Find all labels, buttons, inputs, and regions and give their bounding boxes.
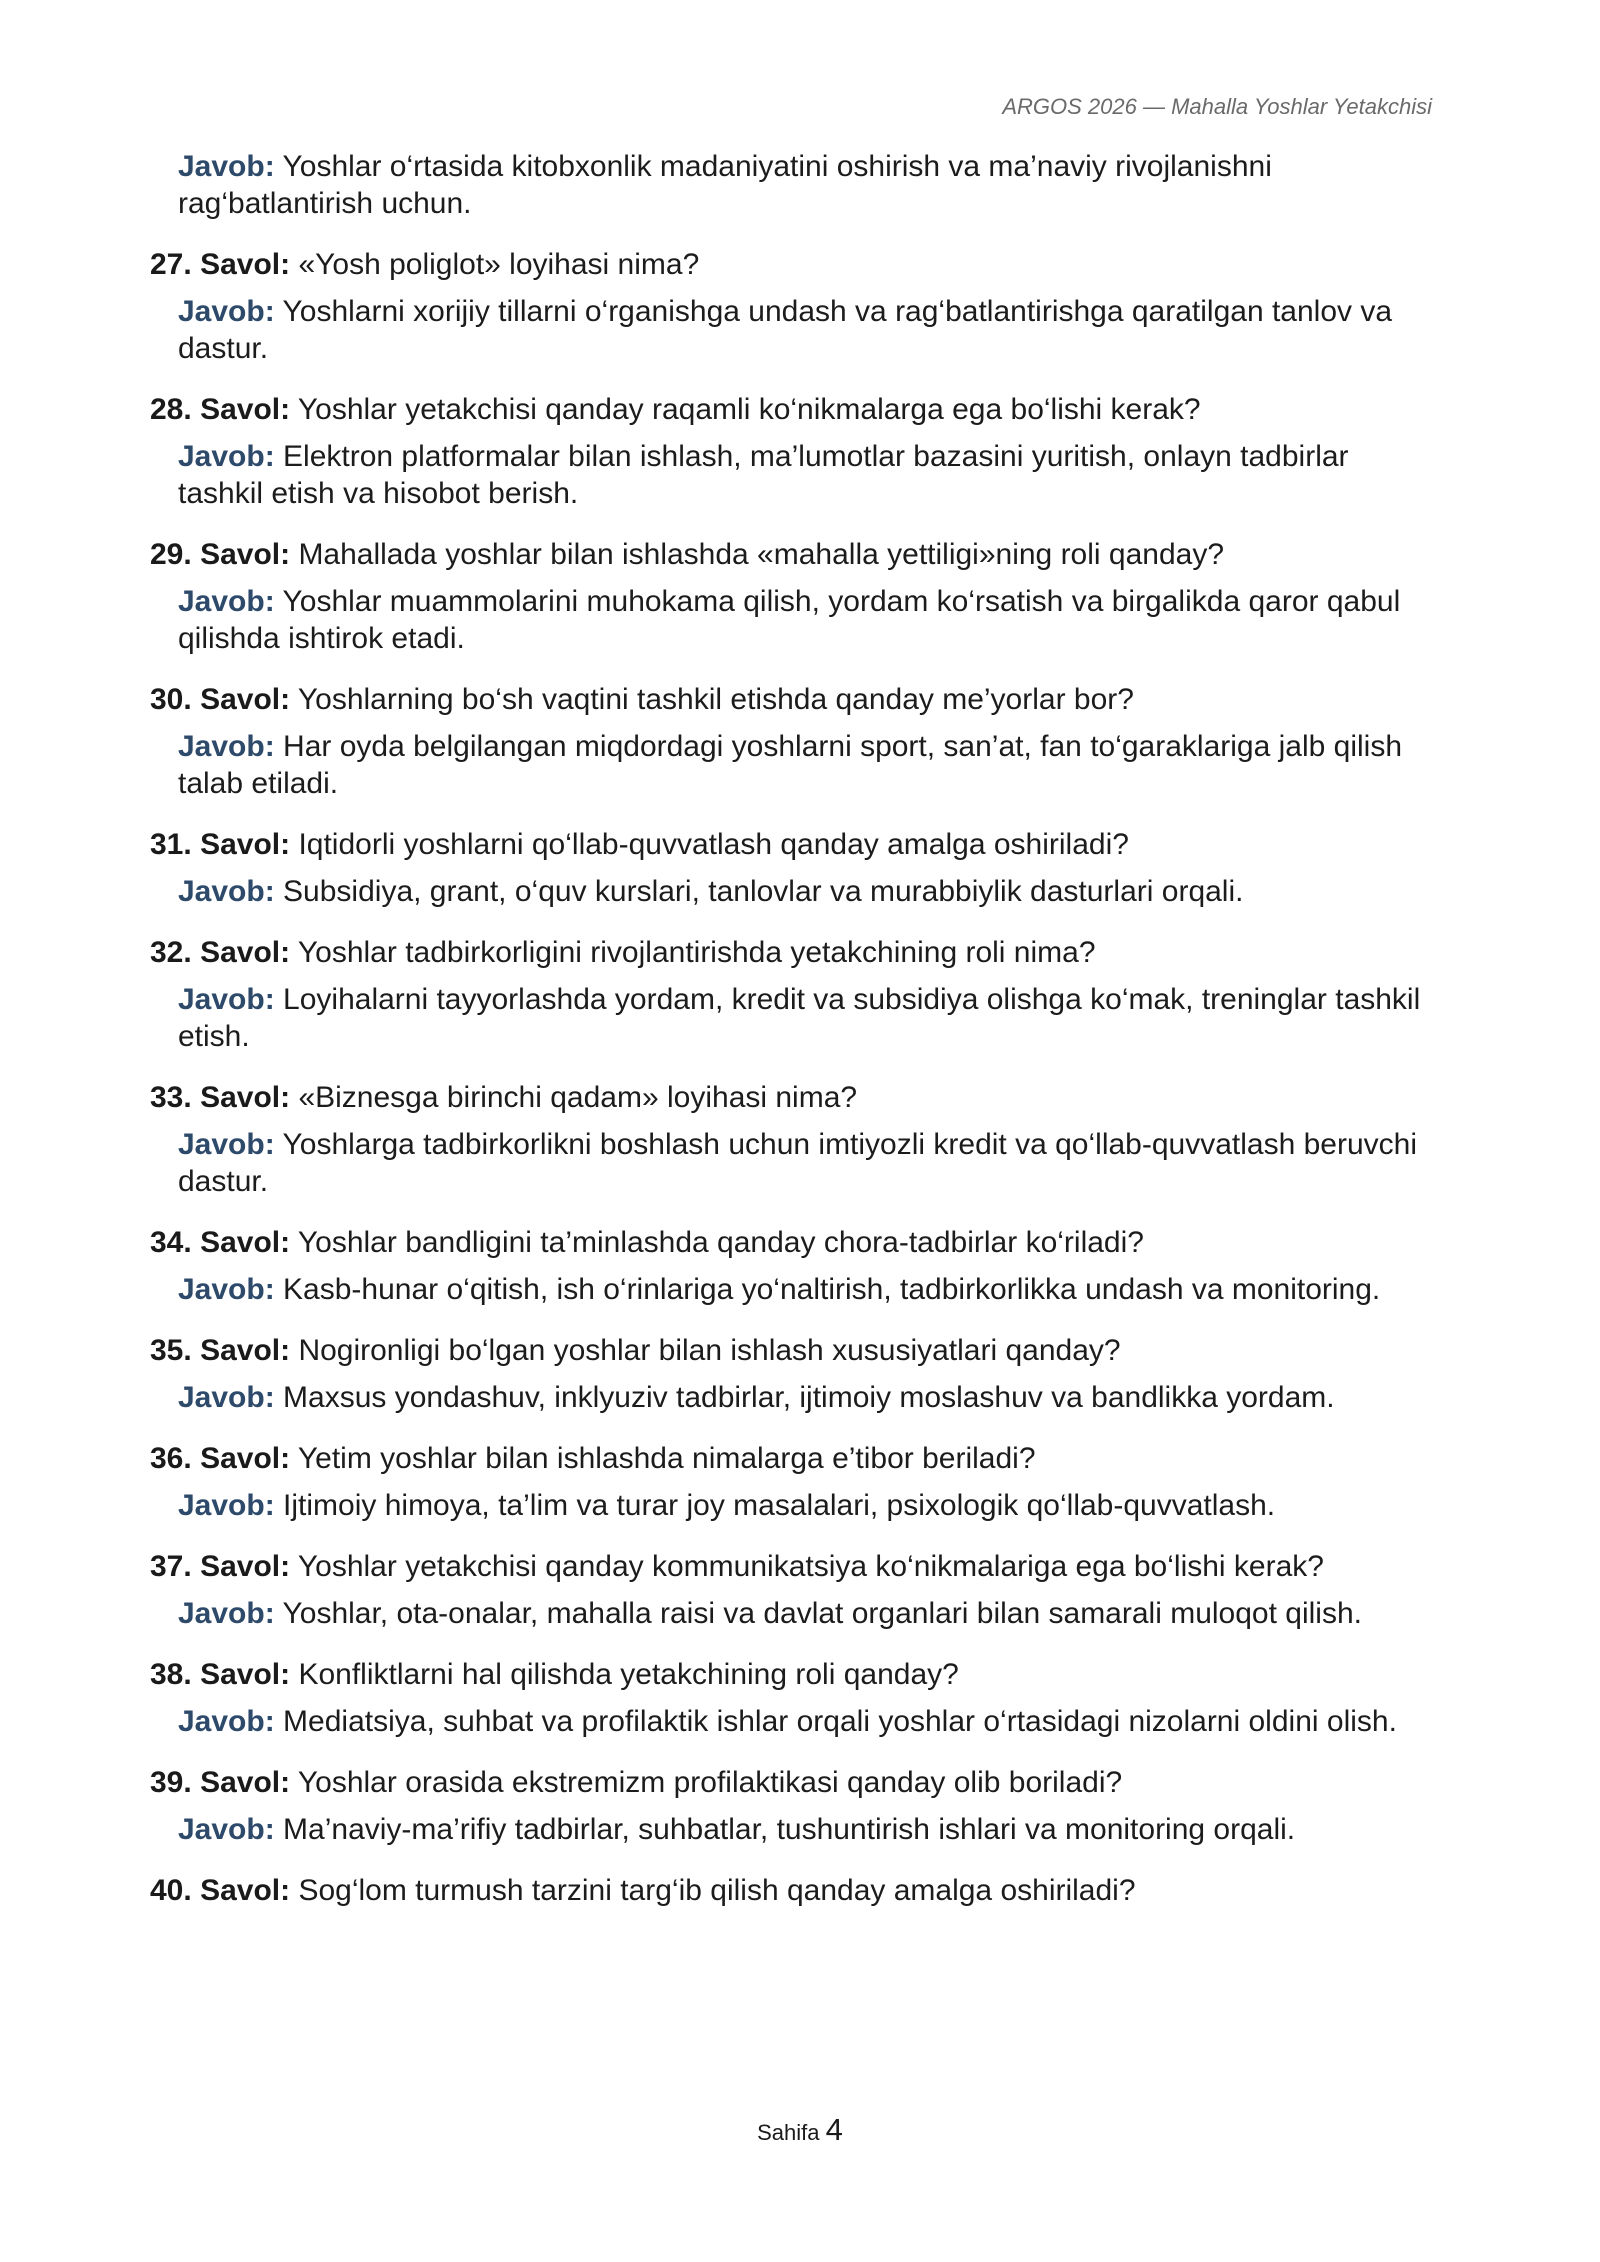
answer-label: Javob: <box>178 1813 275 1846</box>
qa-item <box>150 1872 1440 1909</box>
question-text: Yoshlar tadbirkorligini rivojlantirishda yetakchining roli nima? <box>297 936 1096 969</box>
question-line <box>150 246 1440 283</box>
answer-label: Javob: <box>178 1597 275 1630</box>
question-number: 34. <box>150 1226 192 1259</box>
question-text: Yetim yoshlar bilan ishlashda nimalarga e’tibor beriladi? <box>297 1442 1036 1475</box>
question-text: Iqtidorli yoshlarni qo‘llab-quvvatlash qanday amalga oshiriladi? <box>298 828 1129 861</box>
answer-label: Javob: <box>178 1705 275 1738</box>
qa-item <box>150 826 1440 910</box>
question-line <box>150 391 1440 428</box>
answer-text: Maxsus yondashuv, inklyuziv tadbirlar, ijtimoiy moslashuv va bandlikka yordam. <box>283 1381 1335 1414</box>
answer-line <box>150 438 1440 512</box>
answer-line <box>150 873 1440 910</box>
answer-line <box>150 583 1440 657</box>
question-line <box>150 681 1440 718</box>
answer-text: Yoshlar o‘rtasida kitobxonlik madaniyatini oshirish va ma’naviy rivojlanishni rag‘batlantirish uchun. <box>178 150 1272 220</box>
question-text: Konfliktlarni hal qilishda yetakchining roli qanday? <box>298 1658 959 1691</box>
answer-text: Yoshlarga tadbirkorlikni boshlash uchun imtiyozli kredit va qo‘llab-quvvatlash beruvchi dastur. <box>178 1128 1417 1198</box>
question-line <box>150 1656 1440 1693</box>
answer-line <box>150 1811 1440 1848</box>
question-number: 30. <box>150 683 192 716</box>
answer-label: Javob: <box>178 1489 275 1522</box>
question-text: Sog‘lom turmush tarzini targ‘ib qilish qanday amalga oshiriladi? <box>298 1874 1136 1907</box>
question-label: Savol: <box>200 1766 291 1799</box>
question-text: «Biznesga birinchi qadam» loyihasi nima? <box>298 1081 858 1114</box>
question-line <box>150 1548 1440 1585</box>
answer-text: Elektron platformalar bilan ishlash, ma’lumotlar bazasini yuritish, onlayn tadbirlar tashkil etish va hisobot berish. <box>178 440 1349 510</box>
answer-text: Ijtimoiy himoya, ta’lim va turar joy masalalari, psixologik qo‘llab-quvvatlash. <box>283 1489 1276 1522</box>
answer-text: Ma’naviy-ma’rifiy tadbirlar, suhbatlar, tushuntirish ishlari va monitoring orqali. <box>283 1813 1296 1846</box>
qa-item <box>150 391 1440 512</box>
question-text: Yoshlar yetakchisi qanday kommunikatsiya ko‘nikmalariga ega bo‘lishi kerak? <box>297 1550 1324 1583</box>
question-text: Yoshlar bandligini ta’minlashda qanday chora-tadbirlar ko‘riladi? <box>297 1226 1144 1259</box>
question-text: Yoshlarning bo‘sh vaqtini tashkil etishda qanday me’yorlar bor? <box>297 683 1134 716</box>
page-label: Sahifa <box>757 2120 820 2145</box>
page-footer <box>0 2112 1600 2148</box>
answer-label: Javob: <box>178 1273 275 1306</box>
question-label: Savol: <box>200 1226 291 1259</box>
question-label: Savol: <box>200 936 291 969</box>
question-line <box>150 536 1440 573</box>
answer-line <box>150 1595 1440 1632</box>
answer-text: Yoshlar muammolarini muhokama qilish, yordam ko‘rsatish va birgalikda qaror qabul qilishda ishtirok etadi. <box>178 585 1401 655</box>
page-number: 4 <box>825 2112 843 2147</box>
answer-text: Har oyda belgilangan miqdordagi yoshlarni sport, san’at, fan to‘garaklariga jalb qilish talab etiladi. <box>178 730 1403 800</box>
answer-text: Yoshlar, ota-onalar, mahalla raisi va davlat organlari bilan samarali muloqot qilish. <box>282 1597 1362 1630</box>
qa-item <box>150 1656 1440 1740</box>
question-label: Savol: <box>200 1081 291 1114</box>
answer-line <box>150 1379 1440 1416</box>
answer-label: Javob: <box>178 875 275 908</box>
answer-text: Mediatsiya, suhbat va profilaktik ishlar orqali yoshlar o‘rtasidagi nizolarni oldini olish. <box>283 1705 1397 1738</box>
question-label: Savol: <box>200 828 291 861</box>
question-number: 37. <box>150 1550 192 1583</box>
question-number: 36. <box>150 1442 192 1475</box>
qa-item <box>150 681 1440 802</box>
answer-line <box>150 981 1440 1055</box>
question-label: Savol: <box>200 538 291 571</box>
question-number: 29. <box>150 538 192 571</box>
answer-label: Javob: <box>178 295 275 328</box>
qa-item <box>150 1224 1440 1308</box>
answer-label: Javob: <box>178 1381 275 1414</box>
question-text: Mahallada yoshlar bilan ishlashda «mahalla yettiligi»ning roli qanday? <box>298 538 1225 571</box>
question-number: 40. <box>150 1874 192 1907</box>
question-number: 31. <box>150 828 192 861</box>
question-line <box>150 1224 1440 1261</box>
answer-line <box>150 1271 1440 1308</box>
answer-text: Subsidiya, grant, o‘quv kurslari, tanlovlar va murabbiylik dasturlari orqali. <box>283 875 1244 908</box>
answer-line <box>150 1487 1440 1524</box>
question-number: 38. <box>150 1658 192 1691</box>
answer-text: Loyihalarni tayyorlashda yordam, kredit va subsidiya olishga ko‘mak, treninglar tashkil etish. <box>178 983 1421 1053</box>
question-text: Nogironligi bo‘lgan yoshlar bilan ishlash xususiyatlari qanday? <box>298 1334 1121 1367</box>
question-line <box>150 934 1440 971</box>
question-line <box>150 1079 1440 1116</box>
question-number: 33. <box>150 1081 192 1114</box>
question-text: Yoshlar yetakchisi qanday raqamli ko‘nikmalarga ega bo‘lishi kerak? <box>297 393 1201 426</box>
question-number: 28. <box>150 393 192 426</box>
question-label: Savol: <box>200 248 291 281</box>
question-number: 39. <box>150 1766 192 1799</box>
answer-text: Yoshlarni xorijiy tillarni o‘rganishga undash va rag‘batlantirishga qaratilgan tanlov va dastur. <box>178 295 1393 365</box>
qa-item <box>150 1440 1440 1524</box>
question-number: 27. <box>150 248 192 281</box>
question-label: Savol: <box>200 1874 291 1907</box>
question-label: Savol: <box>200 1442 291 1475</box>
question-text: «Yosh poliglot» loyihasi nima? <box>298 248 700 281</box>
question-label: Savol: <box>200 1658 291 1691</box>
qa-item <box>150 1332 1440 1416</box>
answer-line <box>150 1703 1440 1740</box>
answer-label: Javob: <box>178 440 275 473</box>
answer-line <box>150 728 1440 802</box>
answer-label: Javob: <box>178 1128 275 1161</box>
question-number: 32. <box>150 936 192 969</box>
question-text: Yoshlar orasida ekstremizm profilaktikasi qanday olib boriladi? <box>297 1766 1123 1799</box>
question-line <box>150 1872 1440 1909</box>
question-number: 35. <box>150 1334 192 1367</box>
question-label: Savol: <box>200 393 291 426</box>
question-label: Savol: <box>200 1334 291 1367</box>
answer-line <box>150 1126 1440 1200</box>
answer-label: Javob: <box>178 730 275 763</box>
question-label: Savol: <box>200 1550 291 1583</box>
answer-line <box>150 148 1440 222</box>
qa-item <box>150 536 1440 657</box>
answer-line <box>150 293 1440 367</box>
question-line <box>150 1440 1440 1477</box>
answer-text: Kasb-hunar o‘qitish, ish o‘rinlariga yo‘naltirish, tadbirkorlikka undash va monitoring. <box>283 1273 1381 1306</box>
qa-item <box>150 934 1440 1055</box>
answer-label: Javob: <box>178 150 275 183</box>
qa-item <box>150 1764 1440 1848</box>
qa-item <box>150 246 1440 367</box>
question-line <box>150 1764 1440 1801</box>
qa-list <box>150 148 1440 1933</box>
answer-label: Javob: <box>178 585 275 618</box>
question-label: Savol: <box>200 683 291 716</box>
qa-item <box>150 1079 1440 1200</box>
running-header: ARGOS 2026 — Mahalla Yoshlar Yetakchisi <box>1002 94 1432 119</box>
qa-item-lead <box>150 148 1440 222</box>
qa-item <box>150 1548 1440 1632</box>
answer-label: Javob: <box>178 983 275 1016</box>
question-line <box>150 1332 1440 1369</box>
question-line <box>150 826 1440 863</box>
